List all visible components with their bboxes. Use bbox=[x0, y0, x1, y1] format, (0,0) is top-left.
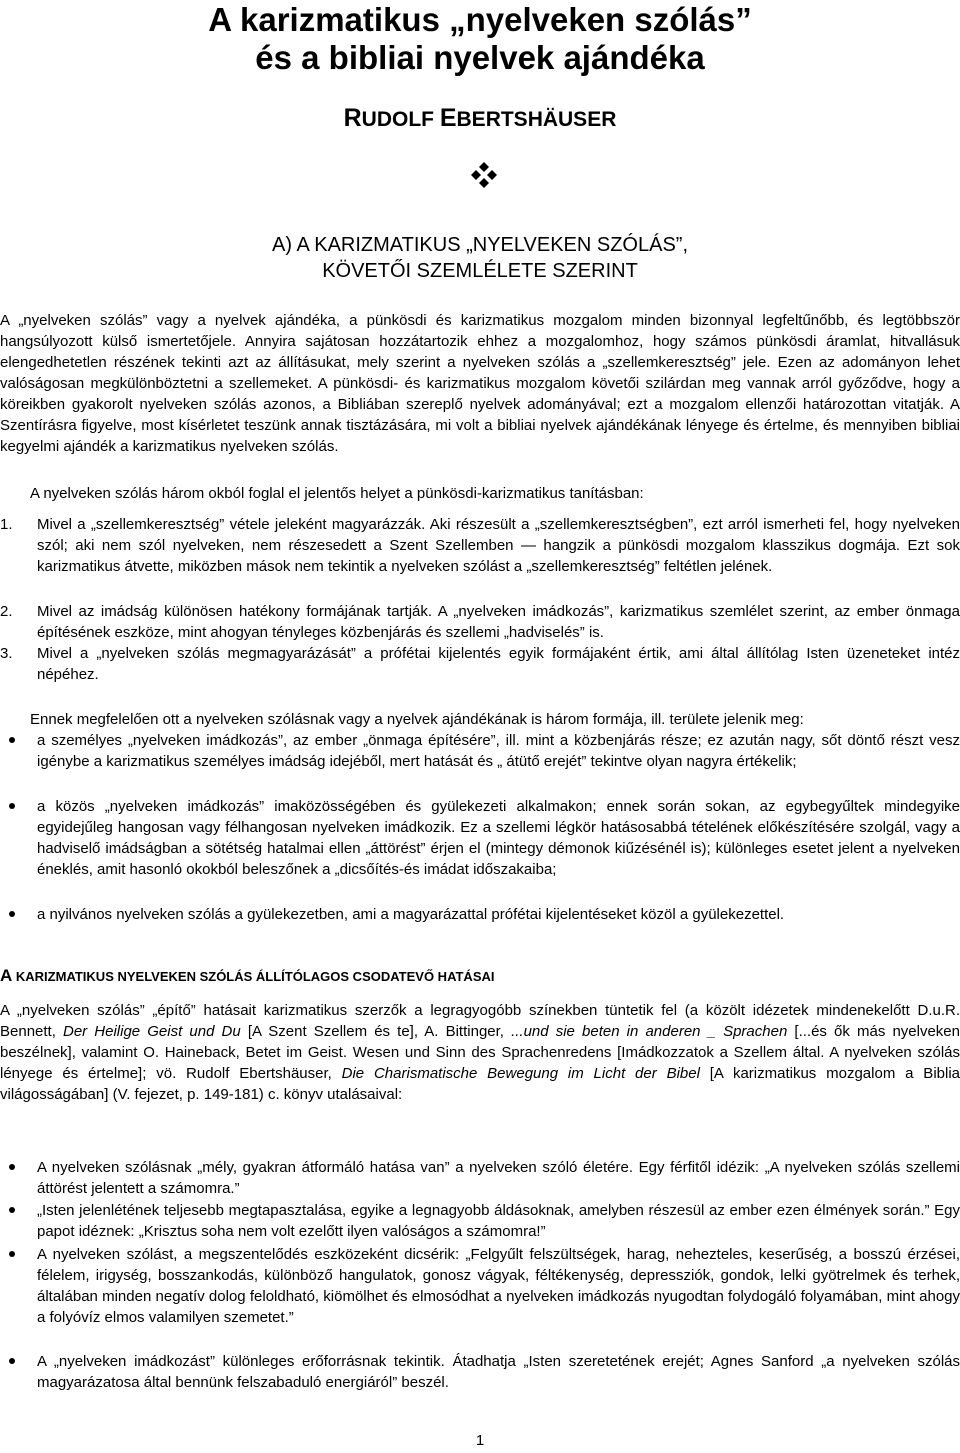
bullet-icon bbox=[9, 1358, 15, 1364]
page-number: 1 bbox=[475, 1432, 485, 1449]
item-number: 1. bbox=[0, 516, 13, 533]
bullet-text: a közös „nyelveken imádkozás” imaközösségében és gyülekezeti alkalmakon; ennek során sokan, az egybegyűltek mindegyike egyidejűleg hangosan vagy félhangosan nyelveken imádkozik. Ez a szellemi légkör hatásosabbá tételének előkészítésére szolgál, vagy a hadviselő imádságban a sötétség hatalmai ellen „áttörést” érjen el (mintegy démonok kiűzésénél is); különleges esetet jelent a nyelveken éneklés, amit hasonló okokból beleszőnek a „dicsőítés-és imádat időszakaiba; bbox=[37, 798, 960, 878]
bullet-text: a személyes „nyelveken imádkozás”, az ember „önmaga építésére”, ill. mint a közbenjárás része; ez azután nagy, sőt döntő részt vesz igénybe a karizmatikus személyes imádság idejéből, mert hatását és „ átütő erejét” tekintve olyan nagyra értékelik; bbox=[37, 732, 960, 770]
title-line-2: és a bibliai nyelvek ajándéka bbox=[255, 39, 705, 76]
bullet-text: A nyelveken szólásnak „mély, gyakran átformáló hatása van” a nyelveken szóló életére. Egy férfitől idézik: „A nyelveken szólás szellemi áttörést jelentett a számomra.” bbox=[37, 1159, 960, 1197]
title-line-1: A karizmatikus „nyelveken szólás” bbox=[208, 1, 752, 38]
section-heading-line-1: A) A KARIZMATIKUS „NYELVEKEN SZÓLÁS”, bbox=[271, 234, 689, 256]
bullet-text: A „nyelveken imádkozást” különleges erőforrásnak tekintik. Átadhatja „Isten szeretetének erejét; Agnes Sanford „a nyelveken szólás magyarázatosa által bennünk felszabaduló energiáról” beszél. bbox=[37, 1353, 960, 1391]
bullet-icon bbox=[9, 1251, 15, 1257]
sources-paragraph: A „nyelveken szólás” „építő” hatásait karizmatikus szerzők a legragyogóbb színekben tüntetik fel (a közölt idézetek mindenekelőtt D.u.R. Bennett, Der Heilige Geist und Du [A Szent Szellem és te], A. Bittinger, ...und sie beten in anderen _ Sprachen [...és ők más nyelveken beszélnek], valamint O. Haineback, Betet im Geist. Wesen und Sinn des Sprachenredens [Imádkozzatok a Szellem által. A nyelveken szólás lényege és értelme]; vö. Rudolf Ebertshäuser, Die Charismatische Bewegung im Licht der Bibel [A karizmatikus mozgalom a Biblia világosságában] (V. fejezet, p. 149-181) c. könyv utalásaival: bbox=[0, 1002, 960, 1103]
intro-paragraph: A „nyelveken szólás” vagy a nyelvek ajándéka, a pünkösdi és karizmatikus mozgalom minden bizonnyal legfeltűnőbb, és legtöbbször hangsúlyozott külső ismertetőjele. Annyira sajátosan hozzátartozik ehhez a mozgalomhoz, hogy számos pünkösdi áramlat, hitvallásuk elengedhetetlen részének tekinti azt az állításukat, mely szerint a nyelveken szólás a „szellemkeresztség” jele. Ezen az adományon lehet valóságosan megkülönböztetni a szellemeket. A pünkösdi- és karizmatikus mozgalom követői szilárdan meg vannak arról győződve, hogy a köreikben gyakorolt nyelveken szólás azonos, a Bibliában szereplő nyelvek adományával; ezt a mozgalom ellenzői határozottan vitatják. A Szentírásra figyelve, most kísérletet teszünk annak tisztázására, mi volt a bibliai nyelvek ajándékának lényege és értelme, és mennyiben bibliai kegyelmi ajándék a karizmatikus nyelveken szólás. bbox=[0, 312, 960, 455]
bullet-icon bbox=[9, 1207, 15, 1213]
bullet-text: „Isten jelenlétének teljesebb megtapasztalása, egyike a legnagyobb áldásoknak, amelyben részesül az ember ezen élmények során.” Egy papot idéznek: „Krisztus soha nem volt ezelőtt ilyen valóságos a számomra!” bbox=[37, 1202, 960, 1240]
section-heading-line-2: KÖVETŐI SZEMLÉLETE SZERINT bbox=[322, 260, 638, 282]
three-reasons-intro: A nyelveken szólás három okból foglal el jelentős helyet a pünkösdi-karizmatikus tanításban: bbox=[30, 485, 644, 502]
bullet-icon bbox=[9, 1164, 15, 1170]
item-text: Mivel az imádság különösen hatékony formájának tartják. A „nyelveken imádkozás”, karizmatikus szemlélet szerint, az ember önmaga építésének eszköze, mint ahogyan tényleges közbenjárás és szellemi „hadviselés” is. bbox=[37, 603, 960, 641]
three-forms-intro: Ennek megfelelően ott a nyelveken szólásnak vagy a nyelvek ajándékának is három formája, ill. területe jelenik meg: bbox=[30, 711, 804, 728]
author-name: RUDOLF EBERTSHÄUSER bbox=[343, 104, 617, 132]
item-text: Mivel a „nyelveken szólás megmagyarázását” a prófétai kijelentés egyik formájaként értik, ami által állítólag Isten üzeneteket intéz népéhez. bbox=[37, 645, 960, 683]
section-heading-b: A KARIZMATIKUS NYELVEKEN SZÓLÁS ÁLLÍTÓLAGOS CSODATEVŐ HATÁSAI bbox=[0, 966, 495, 985]
four-diamond-ornament-icon bbox=[470, 161, 498, 189]
item-number: 3. bbox=[0, 645, 13, 662]
item-number: 2. bbox=[0, 603, 13, 620]
item-text: Mivel a „szellemkeresztség” vétele jeleként magyarázzák. Aki részesült a „szellemkeresztségben”, ezt arról ismerheti fel, hogy nyelveken szól; aki nem szól nyelveken, nem részesedett a Szent Szellemben — hangzik a pünkösdi mozgalom klasszikus dogmája. Ezt sok karizmatikus átvette, miközben mások nem tekintik a nyelveken szólást a „szellemkeresztség” feltétlen jelének. bbox=[37, 516, 960, 575]
bullet-text: a nyilvános nyelveken szólás a gyülekezetben, ami a magyarázattal prófétai kijelentéseket közöl a gyülekezettel. bbox=[37, 906, 785, 923]
bullet-icon bbox=[9, 803, 15, 809]
bullet-icon bbox=[9, 911, 15, 917]
bullet-text: A nyelveken szólást, a megszentelődés eszközeként dicsérik: „Felgyűlt felszültségek, harag, nehezteles, keserűség, a bosszú érzései, félelem, irigység, bosszankodás, különböző hangulatok, gonosz vágyak, féltékenység, depressziók, gondok, lelki gyötrelmek és terhek, általában minden negatív dolog feloldható, kiömölhet és elmosódhat a nyelveken imádkozás nyugodtan folydogáló folyamában, mint ahogy a folyóvíz elmos valamilyen szemetet.” bbox=[37, 1246, 960, 1326]
bullet-icon bbox=[9, 737, 15, 743]
